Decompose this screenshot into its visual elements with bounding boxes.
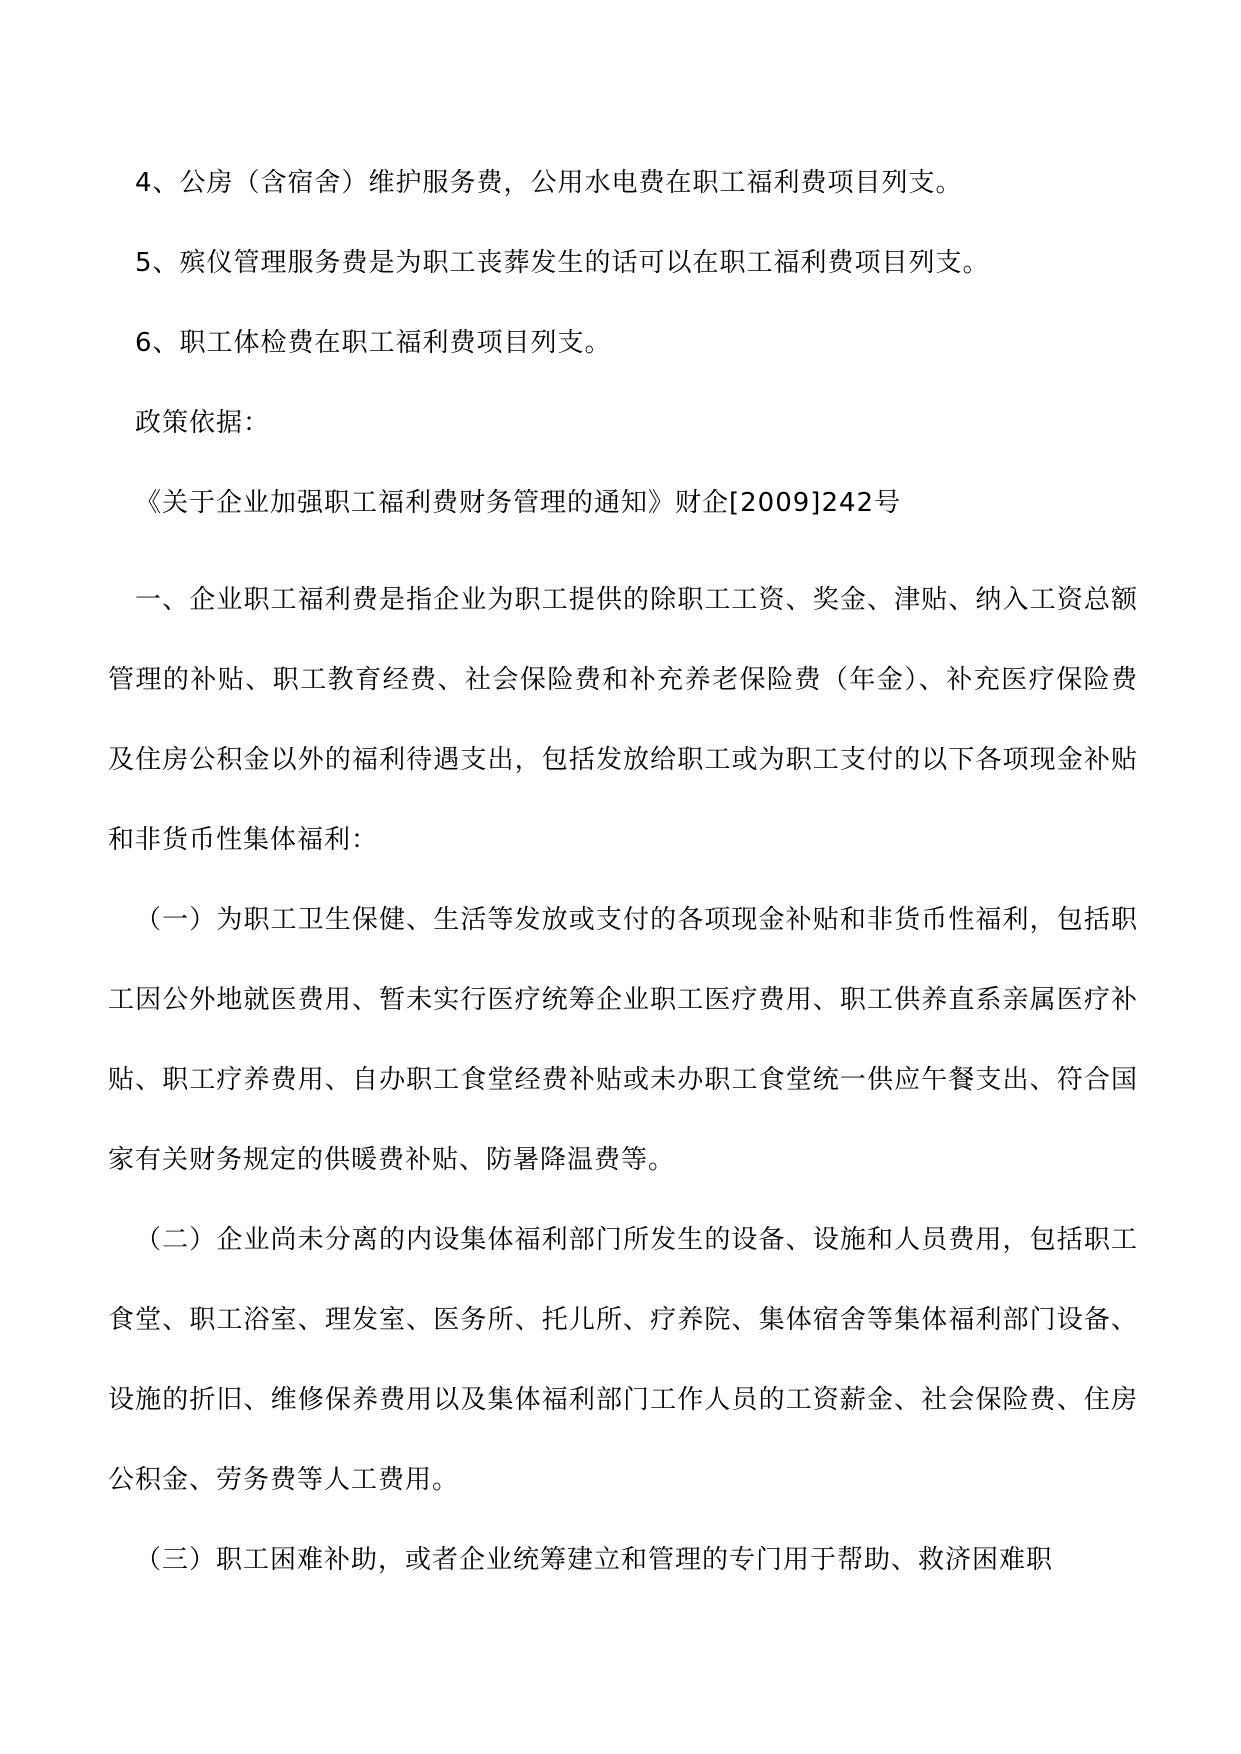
policy-basis-heading: 政策依据：: [135, 408, 271, 438]
document-body: [108, 160, 1138, 1600]
section-one-paragraph: 一、企业职工福利费是指企业为职工提供的除职工工资、奖金、津贴、纳入工资总额管理的补贴、职工教育经费、社会保险费和补充养老保险费（年金）、补充医疗保险费及住房公积金以外的福利待遇支出，包括发放给职工或为职工支付的以下各项现金补贴和非货币性集体福利：: [108, 585, 1138, 855]
policy-document-title: 《关于企业加强职工福利费财务管理的通知》财企[2009]242号: [135, 488, 902, 518]
subsection-two-paragraph: （二）企业尚未分离的内设集体福利部门所发生的设备、设施和人员费用，包括职工食堂、职工浴室、理发室、医务所、托儿所、疗养院、集体宿舍等集体福利部门设备、设施的折旧、维修保养费用以及集体福利部门工作人员的工资薪金、社会保险费、住房公积金、劳务费等人工费用。: [108, 1225, 1138, 1495]
paragraph-item-6: 6、职工体检费在职工福利费项目列支。: [135, 328, 612, 358]
paragraph-item-5: 5、殡仪管理服务费是为职工丧葬发生的话可以在职工福利费项目列支。: [135, 248, 990, 278]
paragraph-item-4: 4、公房（含宿舍）维护服务费，公用水电费在职工福利费项目列支。: [135, 168, 963, 198]
subsection-one-paragraph: （一）为职工卫生保健、生活等发放或支付的各项现金补贴和非货币性福利，包括职工因公外地就医费用、暂未实行医疗统筹企业职工医疗费用、职工供养直系亲属医疗补贴、职工疗养费用、自办职工食堂经费补贴或未办职工食堂统一供应午餐支出、符合国家有关财务规定的供暖费补贴、防暑降温费等。: [108, 905, 1138, 1175]
subsection-three-paragraph: （三）职工困难补助，或者企业统筹建立和管理的专门用于帮助、救济困难职: [135, 1545, 1054, 1575]
